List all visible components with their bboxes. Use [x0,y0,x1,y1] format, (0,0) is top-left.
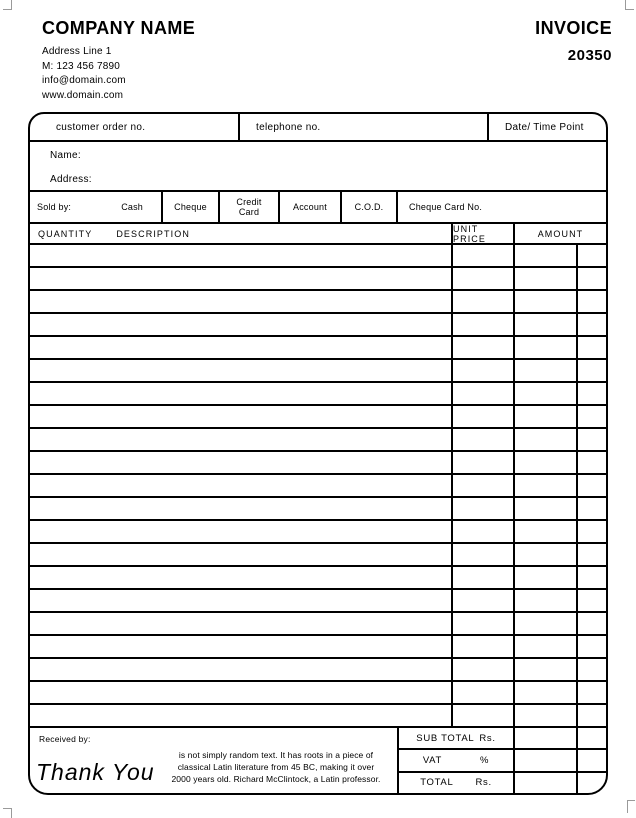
unit-price-cell [453,636,515,657]
table-row [30,291,606,314]
amount-cell [515,567,578,588]
footer-note-line: is not simply random text. It has roots in a piece of [178,750,374,760]
unit-price-cell [453,544,515,565]
invoice-title: INVOICE [535,18,612,38]
unit-price-cell [453,567,515,588]
subtotal-value-cell [515,728,578,748]
vat-label-cell [399,750,515,770]
invoice-form [28,112,608,795]
quantity-description-cell [30,475,453,496]
amount-minor-cell [578,498,606,519]
quantity-description-cell [30,245,453,266]
vat-value-cell [515,750,578,770]
vat-row [399,750,606,772]
amount-minor-cell [578,636,606,657]
company-website: www.domain.com [42,90,124,102]
totals-section [399,728,606,793]
amount-minor-cell [578,590,606,611]
table-body [30,245,606,726]
form-footer [30,726,606,793]
amount-cell [515,475,578,496]
table-row [30,383,606,406]
table-row [30,590,606,613]
quantity-description-cell [30,498,453,519]
unit-price-cell [453,383,515,404]
crop-mark-top-right [625,0,634,10]
unit-price-cell [453,245,515,266]
quantity-header: QUANTITY [38,228,93,239]
sold-by-cash-cell [30,192,163,222]
payment-option-cod: C.O.D. [342,192,398,222]
customer-name-label: Name: [50,150,81,161]
quantity-description-cell [30,544,453,565]
company-address: Address Line 1 [42,46,112,57]
amount-cell [515,383,578,404]
amount-minor-cell [578,314,606,335]
unit-price-cell [453,475,515,496]
crop-mark-bottom-left [3,808,12,818]
unit-price-cell [453,268,515,289]
thank-you-text: Thank You [36,759,155,785]
unit-price-cell [453,429,515,450]
amount-cell [515,682,578,703]
unit-price-cell [453,337,515,358]
unit-price-cell [453,521,515,542]
unit-price-cell [453,590,515,611]
vat-label: VAT [422,754,442,766]
total-unit: Rs. [475,777,492,789]
table-row [30,429,606,452]
total-minor-cell [578,773,606,793]
amount-cell [515,337,578,358]
amount-minor-cell [578,268,606,289]
table-row [30,544,606,567]
invoice-number: 20350 [567,47,612,64]
quantity-description-cell [30,705,453,726]
quantity-description-cell [30,429,453,450]
payment-option-account: Account [280,192,342,222]
unit-price-cell [453,452,515,473]
date-time-cell [489,114,606,140]
sold-by-label: Sold by: [37,202,72,212]
company-phone: M: 123 456 7890 [42,60,121,72]
invoice-id-block [535,18,612,104]
amount-minor-cell [578,613,606,634]
date-time-label: Date/ Time Point [505,121,584,133]
amount-cell [515,659,578,680]
quantity-description-cell [30,291,453,312]
table-row [30,705,606,726]
payment-option-cheque: Cheque [163,192,220,222]
customer-details-section [30,142,606,192]
quantity-description-cell [30,682,453,703]
unit-price-header: UNIT PRICE [453,224,515,243]
cheque-card-no-cell: Cheque Card No. [409,202,483,212]
amount-cell [515,452,578,473]
table-row [30,406,606,429]
amount-cell [515,291,578,312]
unit-price-cell [453,360,515,381]
table-row [30,613,606,636]
table-row [30,337,606,360]
amount-cell [515,705,578,726]
amount-minor-cell [578,452,606,473]
table-row [30,314,606,337]
quantity-description-cell [30,613,453,634]
unit-price-cell [453,682,515,703]
sold-by-row [30,192,606,224]
table-row [30,521,606,544]
subtotal-unit: Rs. [479,732,496,744]
quantity-description-cell [30,659,453,680]
amount-cell [515,521,578,542]
table-row [30,245,606,268]
amount-cell [515,429,578,450]
footer-note [158,749,394,785]
total-value-cell [515,773,578,793]
telephone-no-cell [240,114,489,140]
amount-header: AMOUNT [537,228,584,239]
quantity-description-cell [30,360,453,381]
payment-option-cash: Cash [121,202,143,212]
company-name: COMPANY NAME [42,18,196,38]
telephone-no-label: telephone no. [256,121,321,133]
quantity-description-header-cell [30,224,453,243]
company-block [42,18,195,104]
amount-minor-cell [578,521,606,542]
amount-cell [515,245,578,266]
crop-mark-top-left [3,0,12,10]
amount-cell [515,268,578,289]
items-table-header [30,224,606,245]
table-row [30,268,606,291]
amount-minor-cell [578,567,606,588]
subtotal-row [399,728,606,750]
footer-note-line: classical Latin literature from 45 BC, making it over [177,762,375,772]
amount-minor-cell [578,544,606,565]
unit-price-cell [453,498,515,519]
unit-price-cell [453,659,515,680]
quantity-description-cell [30,521,453,542]
amount-minor-cell [578,659,606,680]
table-row [30,360,606,383]
customer-order-no-label: customer order no. [56,121,146,133]
quantity-description-cell [30,314,453,335]
amount-cell [515,590,578,611]
footer-left-section [30,728,399,793]
order-header-row [30,114,606,142]
unit-price-cell [453,406,515,427]
subtotal-minor-cell [578,728,606,748]
table-row [30,659,606,682]
amount-minor-cell [578,429,606,450]
amount-cell [515,636,578,657]
letterhead [42,18,612,104]
table-row [30,475,606,498]
amount-minor-cell [578,291,606,312]
crop-mark-bottom-right [627,800,635,813]
total-label-cell [399,773,515,793]
amount-cell [515,613,578,634]
unit-price-cell [453,314,515,335]
quantity-description-cell [30,452,453,473]
amount-minor-cell [578,383,606,404]
quantity-description-cell [30,636,453,657]
amount-minor-cell [578,360,606,381]
table-row [30,452,606,475]
quantity-description-cell [30,383,453,404]
amount-cell [515,498,578,519]
table-row [30,682,606,705]
received-by-label: Received by: [39,734,91,744]
amount-cell [515,314,578,335]
unit-price-cell [453,613,515,634]
quantity-description-cell [30,567,453,588]
amount-minor-cell [578,337,606,358]
amount-minor-cell [578,406,606,427]
vat-minor-cell [578,750,606,770]
table-row [30,567,606,590]
unit-price-cell [453,291,515,312]
table-row [30,636,606,659]
subtotal-label-cell [399,728,515,748]
customer-order-no-cell [30,114,240,140]
footer-note-line: 2000 years old. Richard McClintock, a Latin professor. [171,774,381,784]
amount-minor-cell [578,682,606,703]
amount-cell [515,406,578,427]
amount-minor-cell [578,705,606,726]
payment-option-credit-card: Credit Card [220,192,280,222]
amount-cell [515,544,578,565]
amount-minor-cell [578,475,606,496]
quantity-description-cell [30,268,453,289]
total-label: TOTAL [420,777,454,789]
description-header: DESCRIPTION [116,228,190,239]
quantity-description-cell [30,337,453,358]
vat-unit: % [480,754,490,766]
unit-price-cell [453,705,515,726]
amount-cell [515,360,578,381]
company-email: info@domain.com [42,75,126,87]
subtotal-label: SUB TOTAL [416,732,475,744]
customer-address-label: Address: [50,174,92,185]
quantity-description-cell [30,590,453,611]
total-row [399,773,606,793]
quantity-description-cell [30,406,453,427]
amount-minor-cell [578,245,606,266]
table-row [30,498,606,521]
